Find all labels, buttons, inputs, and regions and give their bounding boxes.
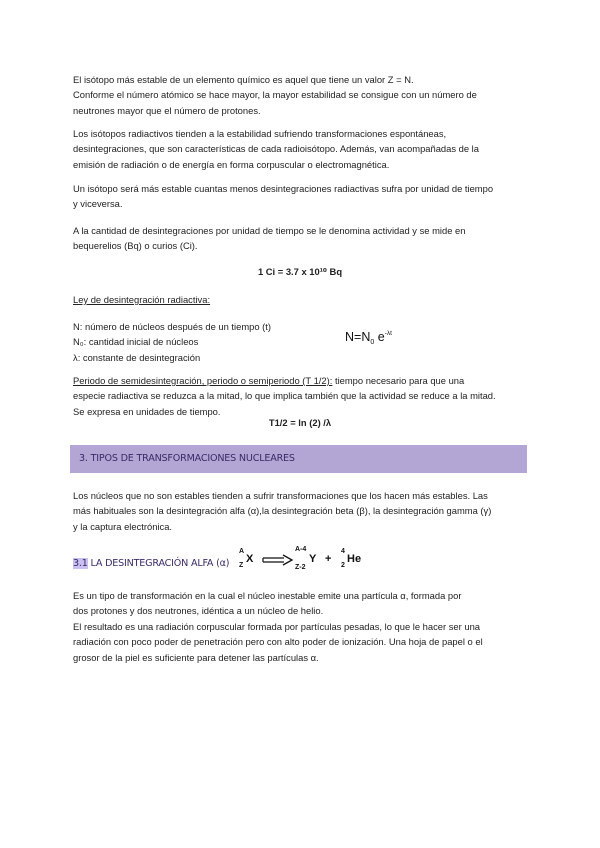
text-line: dos protones y dos neutrones, idéntica a un núcleo de helio. <box>73 605 324 617</box>
text-line: Conforme el número atómico se hace mayor, la mayor estabilidad se consigue con un número de <box>73 89 477 101</box>
text-line: especie radiactiva se reduzca a la mitad, lo que implica también que la actividad se reduce a la mitad. <box>73 390 496 402</box>
paragraph-radioactive-isotopes <box>73 126 533 172</box>
text-line: y la captura electrónica. <box>73 520 173 532</box>
section-3-paragraph <box>73 488 533 534</box>
text-line: Un isótopo será más estable cuantas menos desintegraciones radiactivas sufra por unidad de tiempo <box>73 183 494 194</box>
section-3-heading: 3. TIPOS DE TRANSFORMACIONES NUCLEARES <box>70 445 527 473</box>
text-line: emisión de radiación o de energía en forma corpuscular o electromagnética. <box>73 158 390 170</box>
decay-law-title: Ley de desintegración radiactiva: <box>73 294 211 305</box>
curie-equation: 1 Ci = 3.7 x 10¹⁰ Bq <box>257 266 343 277</box>
text-line: Se expresa en unidades de tiempo. <box>73 405 221 417</box>
half-life-term: Periodo de semidesintegración, periodo o semiperiodo (T 1/2): <box>73 375 333 386</box>
definition-lambda: λ: constante de desintegración <box>73 351 201 363</box>
text-line: grosor de la piel es suficiente para detener las partículas α. <box>73 651 319 663</box>
text-line: El resultado es una radiación corpuscular formada por partículas pesadas, lo que le hacer ser una <box>73 620 481 632</box>
text-line: desintegraciones, que son características de cada radioisótopo. Además, van acompañadas de la <box>73 143 479 155</box>
text-line: y viceversa. <box>73 198 123 210</box>
paragraph-isotope-stability <box>73 181 533 212</box>
text-line: A la cantidad de desintegraciones por unidad de tiempo se le denomina actividad y se mide en <box>73 225 466 236</box>
alpha-decay-equation: A Z X A-4 Z-2 Y + 4 2 He <box>239 546 362 571</box>
definition-n0: N₀: cantidad inicial de núcleos <box>73 336 199 348</box>
text-line: El isótopo más estable de un elemento químico es aquel que tiene un valor Z = N. <box>73 74 414 85</box>
text-line: Es un tipo de transformación en la cual el núcleo inestable emite una partícula α, formada por <box>73 590 462 601</box>
text-line: bequerelios (Bq) o curios (Ci). <box>73 240 198 252</box>
decay-law-definitions <box>73 319 333 365</box>
text-line: Los isótopos radiactivos tienden a la estabilidad sufriendo transformaciones espontáneas, <box>73 128 447 139</box>
half-life-paragraph: Periodo de semidesintegración, periodo o semiperiodo (T 1/2): tiempo necesario para que una especie radiactiva se reduzca a la mitad, lo que implica también que la actividad se reduce a la mitad. Se expresa en unidades de tiempo. <box>73 373 543 419</box>
text-line: radiación con poco poder de penetración pero con alto poder de ionización. Una hoja de papel o el <box>73 636 483 648</box>
paragraph-stability <box>73 72 533 118</box>
half-life-formula: T1/2 = ln (2) /λ <box>268 417 332 428</box>
text-line: neutrones mayor que el número de protones. <box>73 104 261 116</box>
text-line: Los núcleos que no son estables tienden a sufrir transformaciones que los hacen más estables. Las <box>73 490 488 501</box>
text-line: más habituales son la desintegración alfa (α),la desintegración beta (β), la desintegración gamma (γ) <box>73 505 492 517</box>
definition-n: N: número de núcleos después de un tiempo (t) <box>73 321 272 332</box>
section-3-1-paragraph <box>73 588 533 665</box>
paragraph-activity <box>73 223 533 254</box>
section-3-1-heading: 3.1 LA DESINTEGRACIÓN ALFA (α) <box>73 558 230 569</box>
reaction-arrow-icon <box>262 554 294 566</box>
decay-law-formula: $N=N_0$ $e^{-\lambda t}$ <box>345 330 392 346</box>
